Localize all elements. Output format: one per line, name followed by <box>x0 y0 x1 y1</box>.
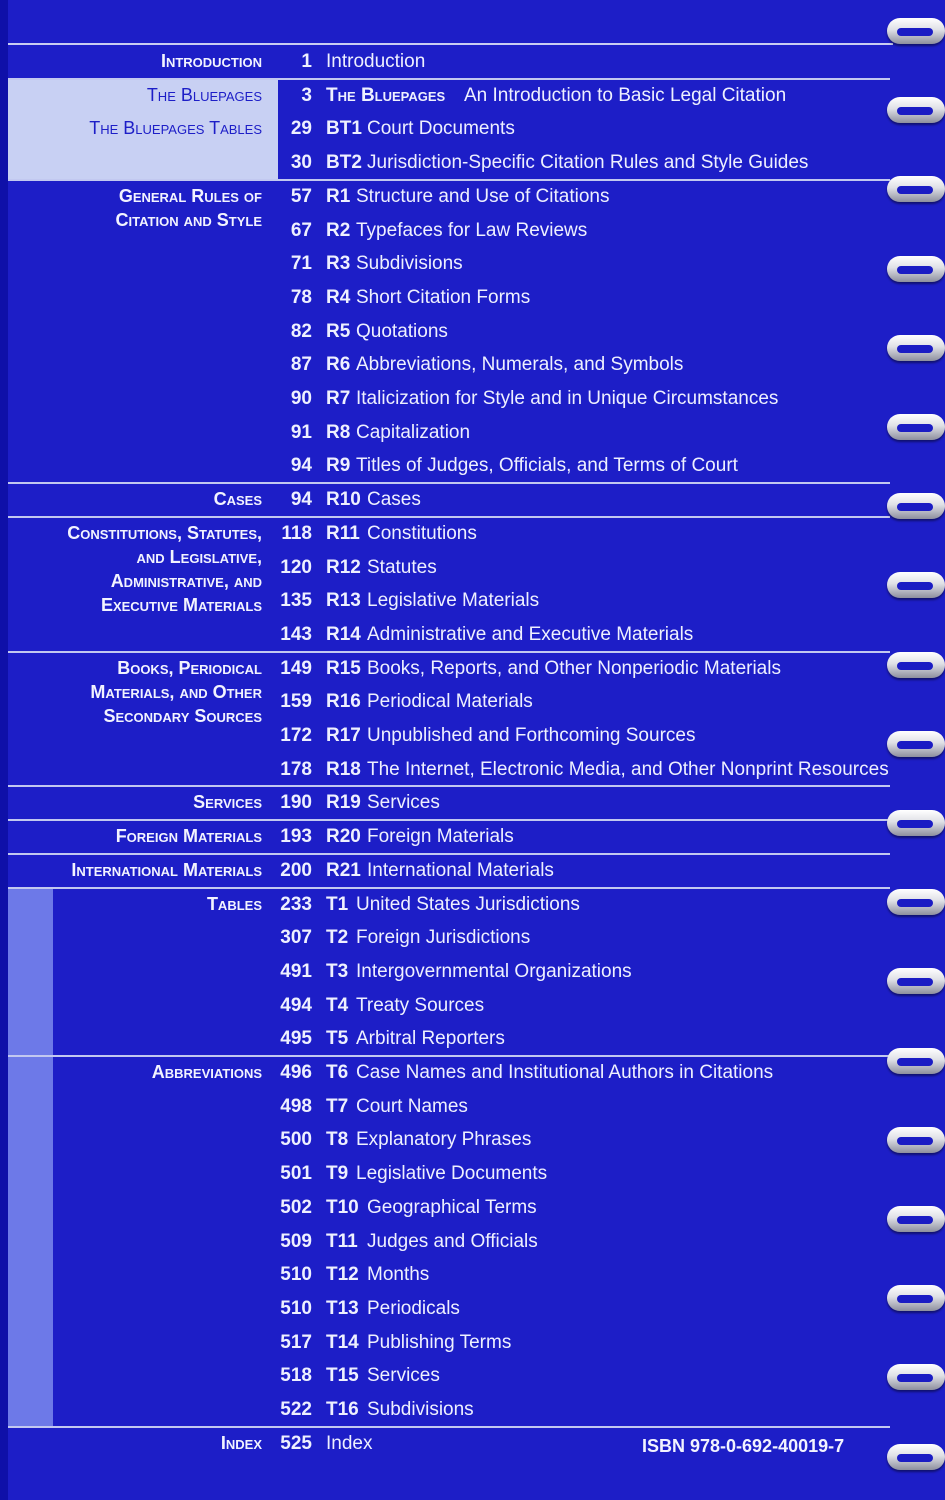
toc-entry[interactable] <box>276 247 886 280</box>
page-number: 143 <box>280 623 312 645</box>
entry-title: United States Jurisdictions <box>356 893 580 915</box>
rule-code: R3 <box>326 253 351 275</box>
coil-ring <box>887 1206 945 1232</box>
coil-hole <box>897 899 933 907</box>
rule-code: T2 <box>326 927 349 949</box>
entry-title: Periodical Materials <box>367 691 533 713</box>
toc-entry[interactable] <box>276 786 886 819</box>
coil-hole <box>897 107 933 115</box>
toc-entry[interactable] <box>276 315 886 348</box>
section-label: Services <box>193 792 262 813</box>
rule-code: R2 <box>326 219 351 241</box>
spiral-coil <box>887 493 945 523</box>
isbn-text: ISBN 978-0-692-40019-7 <box>642 1436 845 1456</box>
page-number: 491 <box>280 960 312 982</box>
page-number: 500 <box>280 1129 312 1151</box>
tables-strip <box>8 889 53 1426</box>
entry-title: Typefaces for Law Reviews <box>356 219 588 241</box>
spiral-coil <box>887 256 945 286</box>
rule-code: T5 <box>326 1028 349 1050</box>
entry-title: Treaty Sources <box>356 994 485 1016</box>
spiral-coil <box>887 968 945 998</box>
coil-ring <box>887 1048 945 1074</box>
toc-entry[interactable] <box>276 854 886 887</box>
toc-entry[interactable] <box>276 685 886 718</box>
page-number: 82 <box>290 320 312 342</box>
page-number: 120 <box>280 556 312 578</box>
rule-code: R13 <box>326 590 361 612</box>
coil-ring <box>887 810 945 836</box>
toc-entry[interactable] <box>276 112 886 145</box>
entry-title: Unpublished and Forthcoming Sources <box>367 725 696 746</box>
rule-code: R21 <box>326 859 361 881</box>
page-number: 172 <box>280 725 312 746</box>
toc-entry[interactable] <box>276 1123 886 1156</box>
toc-entry[interactable] <box>276 719 886 752</box>
toc-entry[interactable] <box>276 989 886 1022</box>
entry-title: Publishing Terms <box>367 1331 512 1353</box>
entry-title: Case Names and Institutional Authors in Citations <box>356 1062 774 1083</box>
toc-entry[interactable] <box>276 753 889 786</box>
coil-ring <box>887 652 945 678</box>
rule-code: BT1 <box>326 118 362 140</box>
rule-code: T9 <box>326 1163 349 1185</box>
toc-entry[interactable] <box>276 1326 886 1359</box>
toc-entry[interactable] <box>276 955 886 988</box>
page-number: 510 <box>280 1297 312 1319</box>
page-number: 518 <box>280 1365 312 1387</box>
toc-entry[interactable] <box>276 618 886 651</box>
rule-code: T10 <box>326 1196 359 1218</box>
rule-code: T12 <box>326 1264 359 1286</box>
rule-code: R5 <box>326 320 351 342</box>
entry-title: Italicization for Style and in Unique Circumstances <box>356 388 779 409</box>
spiral-coil <box>887 1048 945 1078</box>
spiral-coil <box>887 1206 945 1236</box>
coil-hole <box>897 741 933 749</box>
page-number: 498 <box>280 1095 312 1117</box>
section-label: General Rules of Citation and Style <box>115 185 262 230</box>
toc-entry[interactable] <box>276 382 886 415</box>
section-label: Tables <box>206 893 262 914</box>
toc-entry[interactable] <box>276 921 886 954</box>
page-number: 494 <box>280 994 312 1016</box>
page-number: 159 <box>280 691 312 713</box>
rule-code: R12 <box>326 556 361 578</box>
page-number: 94 <box>290 489 312 511</box>
entry-title: Statutes <box>367 556 437 578</box>
rule-code: T6 <box>326 1062 349 1083</box>
section-label: Index <box>220 1432 262 1453</box>
page-number: 525 <box>280 1432 312 1454</box>
entry-title: An Introduction to Basic Legal Citation <box>464 84 787 106</box>
toc-entry[interactable] <box>276 214 886 247</box>
entry-title: Subdivisions <box>356 253 463 275</box>
rule-code: R18 <box>326 758 361 780</box>
page-number: 190 <box>280 792 312 814</box>
page-number: 200 <box>280 859 312 881</box>
spiral-coil <box>887 335 945 365</box>
entry-title: Periodicals <box>367 1297 460 1319</box>
coil-ring <box>887 968 945 994</box>
rule-code: R17 <box>326 725 361 746</box>
toc-entry[interactable] <box>276 348 886 381</box>
entry-title: Quotations <box>356 320 448 342</box>
coil-ring <box>887 97 945 123</box>
spiral-coil <box>887 1364 945 1394</box>
coil-hole <box>897 978 933 986</box>
toc-entry[interactable] <box>276 517 886 550</box>
spiral-coil <box>887 731 945 761</box>
coil-hole <box>897 1137 933 1145</box>
spiral-coil <box>887 572 945 602</box>
page-number: 78 <box>290 286 312 308</box>
toc-entry[interactable] <box>276 1090 886 1123</box>
section-label: Introduction <box>160 51 262 71</box>
toc-entry[interactable] <box>276 584 886 617</box>
page-number: 178 <box>280 758 312 780</box>
rule-code: The Bluepages <box>326 84 446 106</box>
rule-code: T13 <box>326 1297 359 1319</box>
rule-code: R7 <box>326 388 351 409</box>
entry-title: Titles of Judges, Officials, and Terms of Court <box>356 455 738 477</box>
spiral-coil <box>887 889 945 919</box>
entry-title: Capitalization <box>356 421 471 443</box>
entry-title: Explanatory Phrases <box>356 1129 532 1151</box>
coil-hole <box>897 503 933 511</box>
coil-ring <box>887 572 945 598</box>
entry-title: Index <box>326 1432 373 1454</box>
page-number: 495 <box>280 1028 312 1050</box>
entry-title: International Materials <box>367 859 554 881</box>
rule-code: T3 <box>326 960 349 982</box>
rule-code: R20 <box>326 826 361 848</box>
coil-ring <box>887 1364 945 1390</box>
page-number: 90 <box>290 388 312 409</box>
entry-title: Judges and Officials <box>367 1230 538 1252</box>
spiral-coil <box>887 1127 945 1157</box>
toc-entry[interactable] <box>276 551 886 584</box>
page-number: 509 <box>280 1230 312 1252</box>
entry-title: The Internet, Electronic Media, and Other Nonprint Resources <box>367 758 889 780</box>
spiral-coil <box>887 810 945 840</box>
spiral-coil <box>887 18 945 48</box>
page-number: 71 <box>290 253 312 275</box>
entry-title: Abbreviations, Numerals, and Symbols <box>356 354 684 376</box>
rule-code: T8 <box>326 1129 349 1151</box>
toc-entry[interactable] <box>276 416 886 449</box>
entry-title: Administrative and Executive Materials <box>367 623 694 645</box>
section-label: Constitutions, Statutes, and Legislative, Administrative, and Executive Materials <box>67 522 262 615</box>
section-label: Books, Periodical Materials, and Other Secondary Sources <box>90 657 262 726</box>
rule-code: R19 <box>326 792 361 814</box>
coil-hole <box>897 1295 933 1303</box>
page-number: 193 <box>280 826 312 848</box>
toc-entry[interactable] <box>276 281 886 314</box>
entry-title: Cases <box>367 489 421 511</box>
entry-title: Structure and Use of Citations <box>356 185 610 207</box>
index-divider <box>8 1426 890 1428</box>
coil-ring <box>887 1444 945 1470</box>
rule-code: R4 <box>326 286 351 308</box>
coil-hole <box>897 28 933 36</box>
entry-title: Books, Reports, and Other Nonperiodic Materials <box>367 657 781 679</box>
rule-code: R14 <box>326 623 361 645</box>
rule-code: T7 <box>326 1095 349 1117</box>
toc-entry[interactable] <box>276 1393 886 1426</box>
toc-entry[interactable] <box>276 180 886 213</box>
rule-code: R16 <box>326 691 361 713</box>
spiral-coil <box>887 97 945 127</box>
toc-entry[interactable] <box>276 1292 886 1325</box>
toc-entry[interactable] <box>276 1056 886 1089</box>
rule-code: R6 <box>326 354 351 376</box>
entry-title: Foreign Jurisdictions <box>356 927 531 949</box>
entry-title: Short Citation Forms <box>356 286 531 308</box>
toc-entry[interactable] <box>276 1359 886 1392</box>
toc-entry[interactable] <box>276 820 886 853</box>
coil-hole <box>897 1216 933 1224</box>
toc-entry[interactable] <box>276 1191 886 1224</box>
entry-title: Arbitral Reporters <box>356 1028 505 1050</box>
entry-title: Jurisdiction-Specific Citation Rules and Style Guides <box>367 152 809 174</box>
coil-hole <box>897 1058 933 1066</box>
section-label: Abbreviations <box>151 1062 262 1082</box>
rule-code: T14 <box>326 1331 359 1353</box>
coil-ring <box>887 493 945 519</box>
rule-code: T1 <box>326 893 349 915</box>
toc-entry[interactable] <box>276 483 886 516</box>
rule-code: T11 <box>326 1230 358 1252</box>
entry-title: Services <box>367 792 440 814</box>
coil-ring <box>887 414 945 440</box>
entry-title: Intergovernmental Organizations <box>356 960 632 982</box>
spiral-coil <box>887 414 945 444</box>
page-number: 3 <box>301 84 312 106</box>
coil-hole <box>897 186 933 194</box>
coil-ring <box>887 1127 945 1153</box>
coil-hole <box>897 1374 933 1382</box>
page-number: 522 <box>280 1399 312 1420</box>
coil-ring <box>887 18 945 44</box>
coil-hole <box>897 820 933 828</box>
entry-title: Legislative Materials <box>367 590 540 612</box>
section-label: The Bluepages <box>146 84 262 105</box>
coil-hole <box>897 424 933 432</box>
toc-entry[interactable] <box>276 449 886 482</box>
page-number: 118 <box>281 522 312 544</box>
entry-title: Months <box>367 1264 430 1286</box>
coil-ring <box>887 889 945 915</box>
coil-hole <box>897 662 933 670</box>
page-number: 135 <box>280 590 312 612</box>
coil-ring <box>887 1285 945 1311</box>
coil-hole <box>897 266 933 274</box>
toc-entry[interactable] <box>276 45 886 78</box>
rule-code: T16 <box>326 1399 359 1420</box>
coil-ring <box>887 256 945 282</box>
page-number: 233 <box>280 893 312 915</box>
coil-ring <box>887 731 945 757</box>
page-number: 149 <box>280 657 312 679</box>
page-number: 87 <box>290 354 312 376</box>
coil-ring <box>887 176 945 202</box>
toc-entry[interactable] <box>276 146 886 179</box>
page-number: 496 <box>280 1062 312 1083</box>
page-number: 307 <box>280 927 312 949</box>
toc-entry[interactable] <box>276 79 886 112</box>
section-label: Cases <box>213 489 262 510</box>
rule-code: R11 <box>326 522 360 544</box>
page-number: 29 <box>290 118 312 140</box>
rule-code: BT2 <box>326 152 362 174</box>
coil-hole <box>897 345 933 353</box>
toc-entry[interactable] <box>276 652 886 685</box>
entry-title: Constitutions <box>367 522 477 544</box>
rule-code: R15 <box>326 657 361 679</box>
coil-ring <box>887 335 945 361</box>
page-number: 94 <box>290 455 312 477</box>
toc-entry[interactable] <box>276 888 886 921</box>
spiral-coil <box>887 1285 945 1315</box>
page-number: 1 <box>301 51 312 72</box>
entry-title: Services <box>367 1365 440 1387</box>
section-label: International Materials <box>71 859 262 880</box>
page-number: 91 <box>290 421 312 443</box>
entry-title: Subdivisions <box>367 1399 474 1420</box>
section-label: The Bluepages Tables <box>89 118 262 139</box>
page-number: 57 <box>290 185 312 207</box>
rule-code: R8 <box>326 421 351 443</box>
spiral-coil <box>887 652 945 682</box>
entry-title: Foreign Materials <box>367 826 514 848</box>
toc-entry[interactable] <box>276 1157 886 1190</box>
rule-code: R9 <box>326 455 351 477</box>
rule-code: R1 <box>326 185 351 207</box>
section-label: Foreign Materials <box>115 826 262 847</box>
coil-hole <box>897 1454 933 1462</box>
entry-title: Court Documents <box>367 118 515 140</box>
spiral-coil <box>887 1444 945 1474</box>
page-number: 501 <box>280 1163 312 1185</box>
page-number: 30 <box>290 152 312 174</box>
page-number: 67 <box>290 219 312 241</box>
toc-entry[interactable] <box>276 1225 886 1258</box>
spiral-coil <box>887 176 945 206</box>
page-number: 502 <box>280 1196 312 1218</box>
page-number: 517 <box>280 1331 312 1353</box>
rule-code: T4 <box>326 994 349 1016</box>
entry-title: Geographical Terms <box>367 1196 537 1218</box>
coil-hole <box>897 582 933 590</box>
toc-entry[interactable] <box>276 1258 886 1291</box>
toc-entry[interactable] <box>276 1022 886 1055</box>
rule-code: T15 <box>326 1365 359 1387</box>
entry-title: Legislative Documents <box>356 1163 548 1185</box>
rule-code: R10 <box>326 489 361 511</box>
page-number: 510 <box>280 1264 312 1286</box>
entry-title: Introduction <box>326 51 426 72</box>
entry-title: Court Names <box>356 1095 468 1117</box>
